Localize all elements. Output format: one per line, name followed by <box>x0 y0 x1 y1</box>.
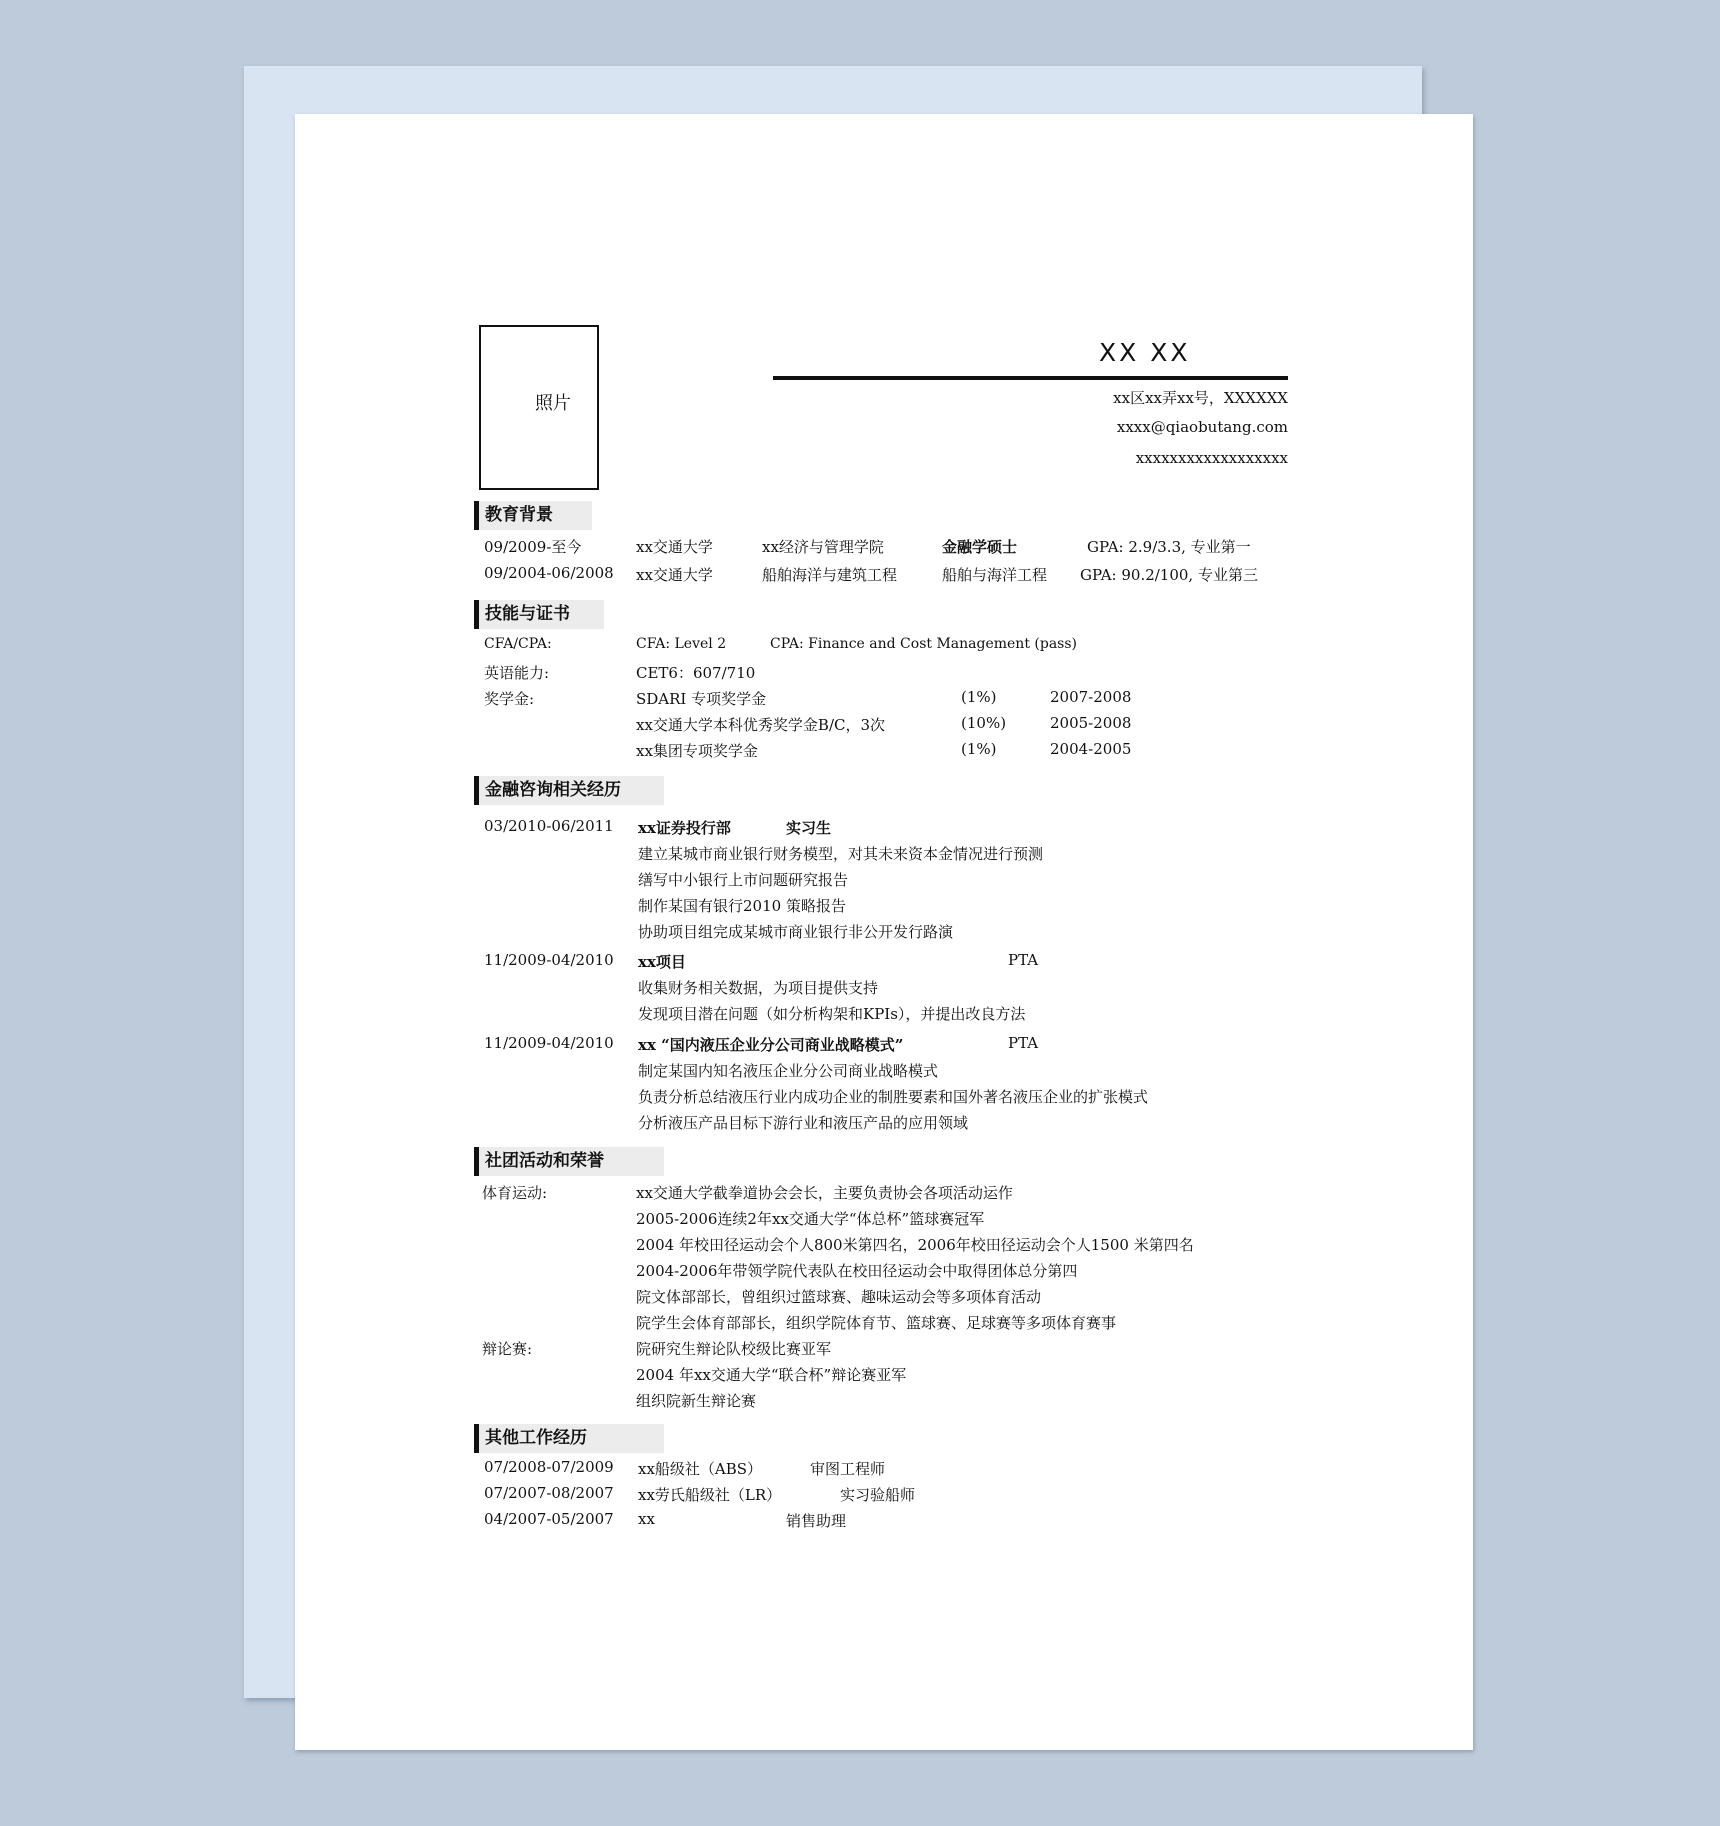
section-skills-title: 技能与证书 <box>474 600 604 629</box>
exp-date: 11/2009-04/2010 <box>484 1034 614 1052</box>
exp-detail: 发现项目潜在问题（如分析构架和KPIs），并提出改良方法 <box>638 1005 1026 1023</box>
other-date: 04/2007-05/2007 <box>484 1510 614 1528</box>
other-date: 07/2008-07/2009 <box>484 1458 614 1476</box>
section-activities-title: 社团活动和荣誉 <box>474 1147 664 1176</box>
cfa-value: CFA: Level 2 <box>636 636 727 652</box>
section-education-title: 教育背景 <box>474 501 592 530</box>
exp-date: 11/2009-04/2010 <box>484 951 614 969</box>
other-role: 销售助理 <box>786 1512 847 1530</box>
debate-item: 组织院新生辩论赛 <box>636 1392 757 1410</box>
edu-college: xx经济与管理学院 <box>762 538 884 556</box>
edu-gpa: GPA: 90.2/100, 专业第三 <box>1080 566 1258 584</box>
header-rule <box>773 376 1288 380</box>
exp-detail: 缮写中小银行上市问题研究报告 <box>638 871 849 889</box>
exp-detail: 收集财务相关数据，为项目提供支持 <box>638 979 879 997</box>
scholarship-name: SDARI 专项奖学金 <box>636 690 767 708</box>
english-label: 英语能力: <box>484 664 550 682</box>
other-role: 实习验船师 <box>840 1486 916 1504</box>
scholarship-years: 2007-2008 <box>1050 688 1132 706</box>
exp-date: 03/2010-06/2011 <box>484 817 614 835</box>
scholarship-label: 奖学金: <box>484 690 535 708</box>
cfa-label: CFA/CPA: <box>484 636 552 652</box>
resume-page <box>295 114 1473 1750</box>
exp-detail: 分析液压产品目标下游行业和液压产品的应用领域 <box>638 1114 969 1132</box>
exp-role: PTA <box>1008 951 1039 969</box>
contact-phone: xxxxxxxxxxxxxxxxxx <box>1135 449 1288 467</box>
exp-detail: 协助项目组完成某城市商业银行非公开发行路演 <box>638 923 954 941</box>
exp-org: xx “国内液压企业分公司商业战略模式” <box>638 1036 904 1054</box>
section-finance-title: 金融咨询相关经历 <box>474 776 664 805</box>
edu-school: xx交通大学 <box>636 566 713 584</box>
edu-school: xx交通大学 <box>636 538 713 556</box>
exp-detail: 建立某城市商业银行财务模型，对其未来资本金情况进行预测 <box>638 845 1044 863</box>
edu-degree: 金融学硕士 <box>942 538 1018 556</box>
sports-item: xx交通大学截拳道协会会长，主要负责协会各项活动运作 <box>636 1184 1013 1202</box>
sports-item: 2004-2006年带领学院代表队在校田径运动会中取得团体总分第四 <box>636 1262 1078 1280</box>
exp-detail: 制定某国内知名液压企业分公司商业战略模式 <box>638 1062 939 1080</box>
edu-date: 09/2004-06/2008 <box>484 564 614 582</box>
candidate-name: XX XX <box>1099 338 1191 367</box>
section-other-title: 其他工作经历 <box>474 1424 664 1453</box>
exp-detail: 负责分析总结液压行业内成功企业的制胜要素和国外著名液压企业的扩张模式 <box>638 1088 1149 1106</box>
scholarship-pct: (1%) <box>961 688 997 706</box>
cpa-value: CPA: Finance and Cost Management (pass) <box>770 636 1077 652</box>
photo-placeholder <box>479 325 599 490</box>
contact-email: xxxx@qiaobutang.com <box>1116 418 1288 436</box>
other-org: xx劳氏船级社（LR） <box>638 1486 782 1504</box>
scholarship-pct: (1%) <box>961 740 997 758</box>
other-org: xx <box>638 1510 655 1528</box>
scholarship-pct: (10%) <box>961 714 1007 732</box>
sports-item: 2005-2006连续2年xx交通大学“体总杯”篮球赛冠军 <box>636 1210 985 1228</box>
edu-date: 09/2009-至今 <box>484 538 582 556</box>
exp-detail: 制作某国有银行2010 策略报告 <box>638 897 846 915</box>
other-date: 07/2007-08/2007 <box>484 1484 614 1502</box>
sports-item: 2004 年校田径运动会个人800米第四名，2006年校田径运动会个人1500 米第四名 <box>636 1236 1194 1254</box>
exp-org: xx证券投行部 <box>638 819 731 837</box>
debate-item: 2004 年xx交通大学“联合杯”辩论赛亚军 <box>636 1366 907 1384</box>
contact-address: xx区xx弄xx号，XXXXXX <box>1113 389 1288 407</box>
scholarship-years: 2005-2008 <box>1050 714 1132 732</box>
sports-label: 体育运动: <box>482 1184 548 1202</box>
debate-label: 辩论赛: <box>482 1340 533 1358</box>
exp-role: 实习生 <box>786 819 832 837</box>
debate-item: 院研究生辩论队校级比赛亚军 <box>636 1340 832 1358</box>
photo-label: 照片 <box>535 393 571 414</box>
scholarship-name: xx交通大学本科优秀奖学金B/C，3次 <box>636 716 886 734</box>
scholarship-name: xx集团专项奖学金 <box>636 742 758 760</box>
other-role: 审图工程师 <box>810 1460 886 1478</box>
edu-degree: 船舶与海洋工程 <box>942 566 1048 584</box>
english-value: CET6：607/710 <box>636 664 756 682</box>
sports-item: 院学生会体育部部长，组织学院体育节、篮球赛、足球赛等多项体育赛事 <box>636 1314 1117 1332</box>
scholarship-years: 2004-2005 <box>1050 740 1132 758</box>
edu-college: 船舶海洋与建筑工程 <box>762 566 898 584</box>
exp-role: PTA <box>1008 1034 1039 1052</box>
exp-org: xx项目 <box>638 953 686 971</box>
other-org: xx船级社（ABS） <box>638 1460 763 1478</box>
edu-gpa: GPA: 2.9/3.3, 专业第一 <box>1087 538 1251 556</box>
sports-item: 院文体部部长，曾组织过篮球赛、趣味运动会等多项体育活动 <box>636 1288 1042 1306</box>
